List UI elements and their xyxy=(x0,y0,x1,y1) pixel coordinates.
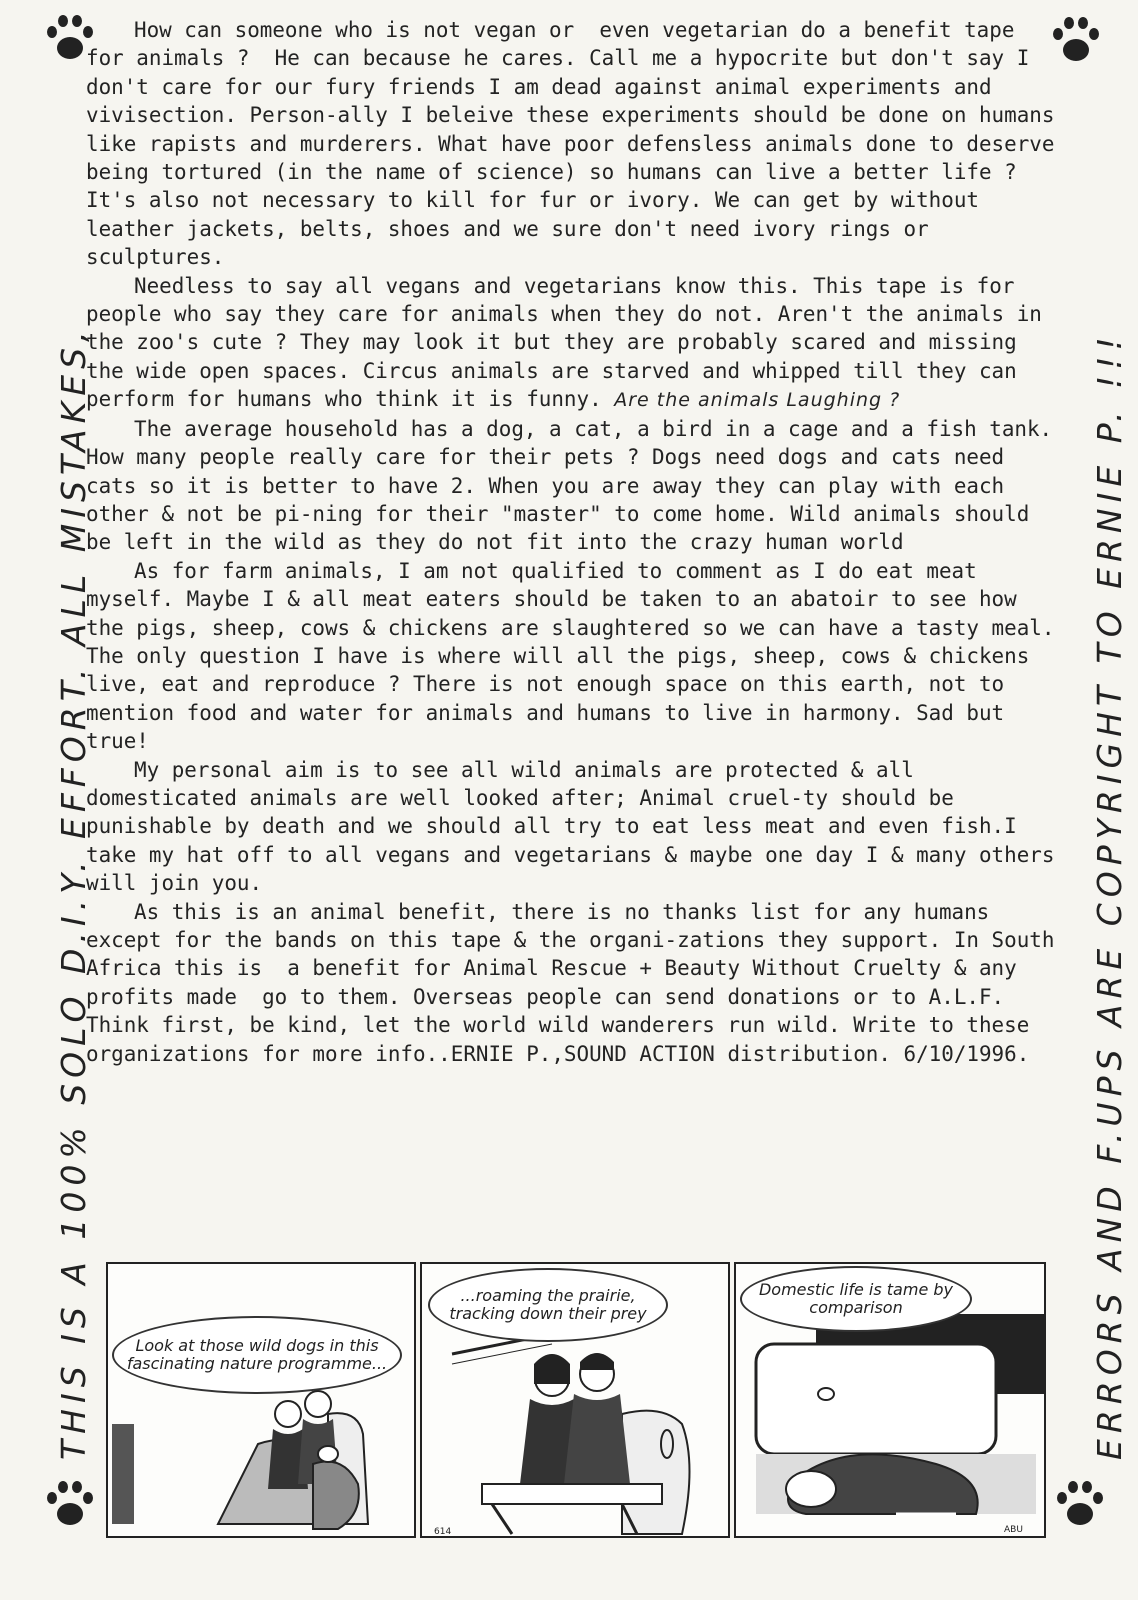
thought-bubble-3: Domestic life is tame by comparison xyxy=(740,1266,972,1332)
paragraph-2 xyxy=(86,272,1061,415)
thought-bubble-2: ...roaming the prairie, tracking down their prey xyxy=(428,1268,668,1342)
paragraph-4: As for farm animals, I am not qualified to comment as I do eat meat myself. Maybe I & all meat eaters should be taken to an abatoir to see how the pigs, sheep, cows & chickens are slaughtered so we can have a tasty meal. The only question I have is where will all the pigs, sheep, cows & chickens live, eat and reproduce ? There is not enough space on this earth, not to mention food and water for animals and humans to live in harmony. Sad but true! xyxy=(86,558,1068,754)
paw-print-icon xyxy=(40,1474,100,1530)
comic-panel-2 xyxy=(420,1262,730,1538)
paragraph-2-text: Needless to say all vegans and vegetarians know this. This tape is for people who say they care for animals when they do not. Aren't the animals in the zoo's cute ? They may look it but they are probably scared and missing the wide open spaces. Circus animals are starved and whipped till they can perform for humans who think it is funny. xyxy=(86,273,1055,412)
comic-strip xyxy=(106,1262,1046,1538)
paragraph-6: As this is an animal benefit, there is no thanks list for any humans except for the bands on this tape & the organi-zations they support. In South Africa this is a benefit for Animal Rescue + Beauty Without Cruelty & any profits made go to them. Overseas people can send donations or to A.L.F. Think first, be kind, let the world wild wanderers run wild. Write to these organizations for more info..ERNIE P.,SOUND ACTION distribution. 6/10/1996. xyxy=(86,899,1068,1066)
paw-print-icon xyxy=(1050,1474,1110,1530)
comic-panel-3 xyxy=(734,1262,1046,1538)
paragraph-5: My personal aim is to see all wild animals are protected & all domesticated animals are well looked after; Animal cruel-ty should be punishable by death and we should all try to eat less meat and even fish.I take my hat off to all vegans and vegetarians & maybe one day I & many others will join you. xyxy=(86,757,1068,896)
speech-bubble-1: Look at those wild dogs in this fascinating nature programme... xyxy=(112,1316,402,1394)
couple-watching-tv-illustration xyxy=(108,1264,416,1538)
paragraph-1: How can someone who is not vegan or even vegetarian do a benefit tape for animals ? He can because he cares. Call me a hypocrite but don't say I don't care for our fury friends I am dead against animal experiments and vivisection. Person-ally I beleive these experiments should be done on humans like rapists and murderers. What have poor defensless animals done to deserve being tortured (in the name of science) so humans can live a better life ? It's also not necessary to kill for fur or ivory. We can get by without leather jackets, belts, shoes and we sure don't need ivory rings or sculptures. xyxy=(86,18,1068,270)
comic-panel-1 xyxy=(106,1262,416,1538)
article-body xyxy=(86,16,1068,1068)
right-margin-text: ERRORS AND F.UPS ARE COPYRIGHT TO ERNIE P. !!! xyxy=(1090,331,1129,1460)
paragraph-3: The average household has a dog, a cat, a bird in a cage and a fish tank. How many people really care for their pets ? Dogs need dogs and cats need cats so it is better to have 2. When you are away they can play with each other & not be pi-ning for their "master" to come home. Wild animals should be left in the wild as they do not fit into the crazy human world xyxy=(86,416,1065,555)
left-margin-text: THIS IS A 100% SOLO D.I.Y. EFFORT. ALL MISTAKES, xyxy=(54,325,93,1460)
handwritten-note: Are the animals Laughing ? xyxy=(614,389,901,412)
panel-3-signature: ABU xyxy=(1004,1525,1023,1535)
panel-2-signature: 614 xyxy=(434,1527,452,1537)
